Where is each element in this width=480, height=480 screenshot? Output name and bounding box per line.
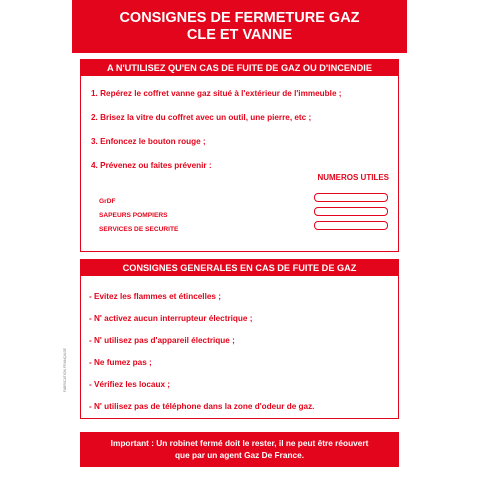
important-notice-line2: que par un agent Gaz De France. xyxy=(174,450,305,460)
general-rule: - N' activez aucun interrupteur électrique ; xyxy=(89,314,253,323)
contacts-list xyxy=(99,190,390,232)
important-notice-line1: Important : Un robinet fermé doit le rester, il ne peut être réouvert xyxy=(110,438,369,448)
general-rules-section xyxy=(80,259,399,419)
emergency-step: 4. Prévenez ou faites prévenir : xyxy=(91,161,212,170)
side-reference-text: FABRICATION FRANÇAISE xyxy=(63,348,67,393)
emergency-section xyxy=(80,59,399,252)
contact-row xyxy=(99,204,390,218)
emergency-step: 1. Repérez le coffret vanne gaz situé à l'extérieur de l'immeuble ; xyxy=(91,89,342,98)
emergency-step: 3. Enfoncez le bouton rouge ; xyxy=(91,137,206,146)
general-rules-heading: CONSIGNES GENERALES EN CAS DE FUITE DE GAZ xyxy=(81,260,398,276)
general-rules-list xyxy=(81,286,398,418)
general-rule: - N' utilisez pas d'appareil électrique ; xyxy=(89,336,235,345)
emergency-section-heading: A N'UTILISEZ QU'EN CAS DE FUITE DE GAZ OU D'INCENDIE xyxy=(81,60,398,76)
gas-safety-sign xyxy=(72,0,407,478)
contact-label-securite: SERVICES DE SECURITE xyxy=(99,226,179,233)
general-rule: - Ne fumez pas ; xyxy=(89,358,152,367)
general-rule: - Vérifiez les locaux ; xyxy=(89,380,170,389)
emergency-step: 2. Brisez la vitre du coffret avec un outil, une pierre, etc ; xyxy=(91,113,312,122)
contact-label-pompiers: SAPEURS POMPIERS xyxy=(99,212,168,219)
emergency-steps-list xyxy=(81,82,398,178)
contact-row xyxy=(99,218,390,232)
general-rule: - N' utilisez pas de téléphone dans la zone d'odeur de gaz. xyxy=(89,402,315,411)
sign-title-line1: CONSIGNES DE FERMETURE GAZ xyxy=(119,10,360,26)
contact-number-field-pompiers xyxy=(314,207,388,216)
contact-row xyxy=(99,190,390,204)
contact-label-grdf: GrDF xyxy=(99,198,116,205)
useful-numbers-title: NUMEROS UTILES xyxy=(317,173,389,182)
general-rule: - Evitez les flammes et étincelles ; xyxy=(89,292,221,301)
sign-title-line2: CLE ET VANNE xyxy=(186,27,293,43)
contact-number-field-grdf xyxy=(314,193,388,202)
sign-title xyxy=(72,0,407,53)
important-notice xyxy=(80,432,399,467)
contact-number-field-securite xyxy=(314,221,388,230)
